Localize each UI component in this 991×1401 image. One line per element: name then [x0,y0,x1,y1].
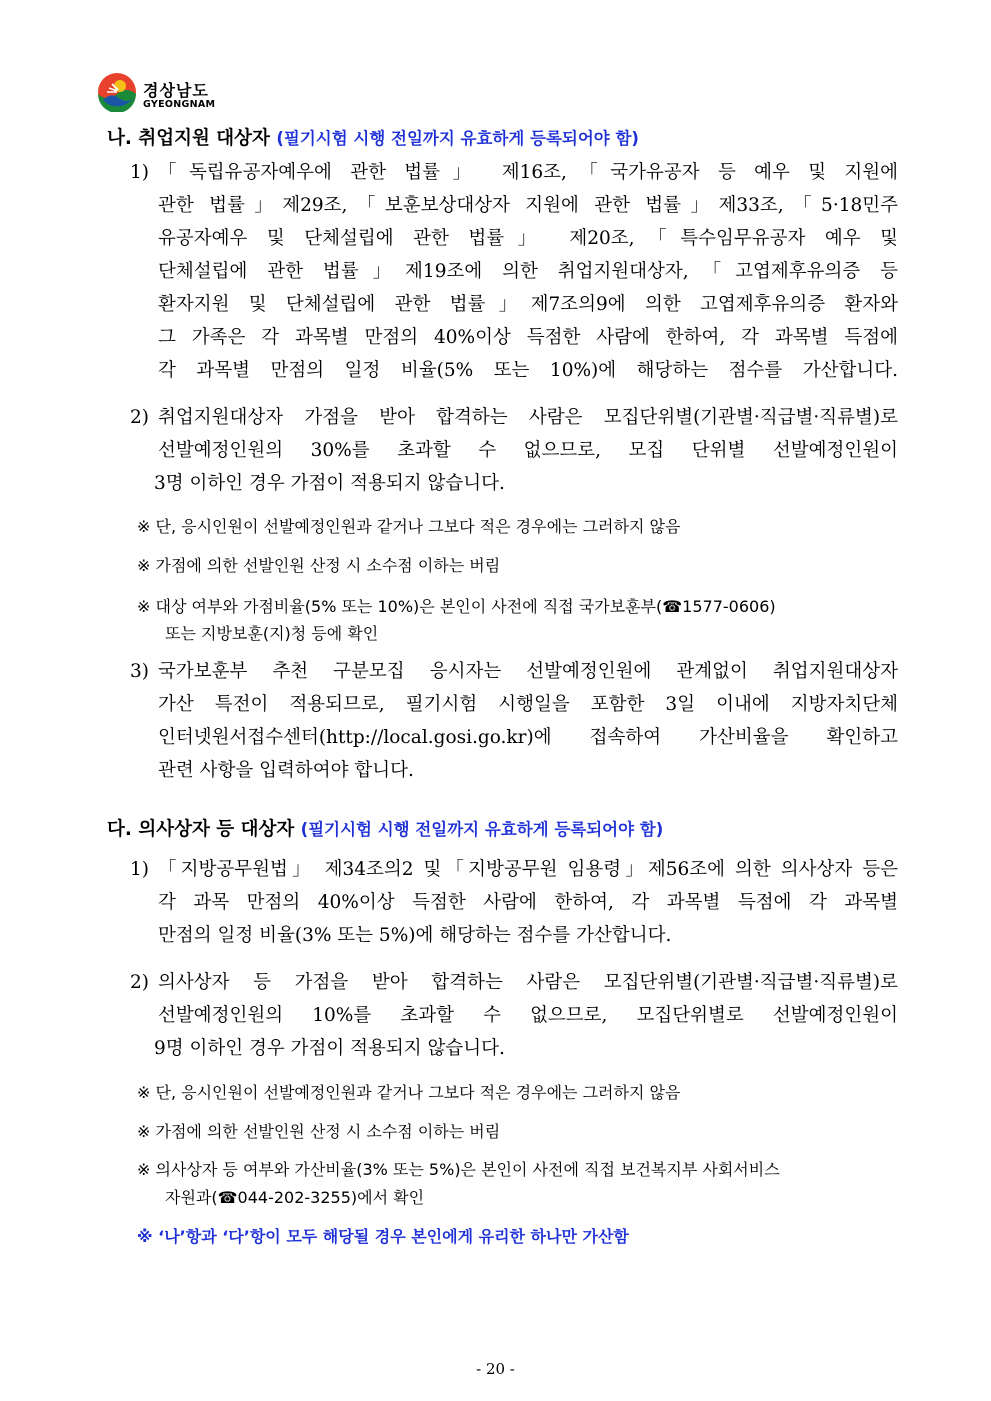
gyeongnam-emblem-icon [97,72,137,112]
item-line: 「독립유공자예우에 관한 법률」 제16조,「국가유공자 등 예우 및 지원에 [158,162,898,183]
gyeongnam-logo [97,72,237,118]
section-da-item-1 [130,853,898,952]
section-da-item-2 [130,966,898,1065]
item-line: 의사상자 등 가점을 받아 합격하는 사람은 모집단위별(기관별·직급별·직류별)로 [158,972,898,993]
item-line: 각 과목 만점의 40%이상 득점한 사람에 한하여, 각 과목별 득점에 각 과목별 [158,892,898,913]
section-na-note-1: ※ 단, 응시인원이 선발예정인원과 같거나 그보다 적은 경우에는 그러하지 않음 [137,517,681,536]
section-na-note-3: ※ 대상 여부와 가점비율(5% 또는 10%)은 본인이 사전에 직접 국가보훈부(☎1577-0606) [137,597,776,616]
section-na-item-2 [130,401,898,500]
section-na-note-3-continued: 또는 지방보훈(지)청 등에 확인 [165,624,379,643]
item-line: 그 가족은 각 과목별 만점의 40%이상 득점한 사람에 한하여, 각 과목별 득점에 [158,327,898,348]
item-line: 가산 특전이 적용되므로, 필기시험 시행일을 포함한 3일 이내에 지방자치단체 [158,694,898,715]
item-line: 국가보훈부 추천 구분모집 응시자는 선발예정인원에 관계없이 취업지원대상자 [158,661,898,682]
item-line: 취업지원대상자 가점을 받아 합격하는 사람은 모집단위별(기관별·직급별·직류별)로 [158,407,898,428]
section-da-note-1: ※ 단, 응시인원이 선발예정인원과 같거나 그보다 적은 경우에는 그러하지 않음 [137,1083,681,1102]
section-da-note-3: ※ 의사상자 등 여부와 가산비율(3% 또는 5%)은 본인이 사전에 직접 보건복지부 사회서비스 [137,1160,780,1179]
section-da-title: 다. 의사상자 등 대상자 [107,819,295,840]
item-number: 3) [130,661,149,682]
section-na-title: 나. 취업지원 대상자 [107,128,270,149]
item-line: 환자지원 및 단체설립에 관한 법률」제7조의9에 의한 고엽제후유의증 환자와 [158,294,898,315]
item-line: 3명 이하인 경우 가점이 적용되지 않습니다. [154,473,505,494]
section-da-note-3-continued: 자원과(☎044-202-3255)에서 확인 [165,1188,425,1207]
item-number: 1) [130,859,149,880]
section-na-note-2: ※ 가점에 의한 선발인원 산정 시 소수점 이하는 버림 [137,556,501,575]
item-line: 각 과목별 만점의 일정 비율(5% 또는 10%)에 해당하는 점수를 가산합니다. [158,360,898,381]
item-number: 2) [130,972,149,993]
item-line: 9명 이하인 경우 가점이 적용되지 않습니다. [154,1038,505,1059]
item-line: 만점의 일정 비율(3% 또는 5%)에 해당하는 점수를 가산합니다. [158,925,672,946]
section-da-heading [107,815,663,841]
section-na-item-3 [130,655,898,787]
item-number: 1) [130,162,149,183]
logo-text-english: GYEONGNAM [143,99,216,110]
item-line: 선발예정인원의 10%를 초과할 수 없으므로, 모집단위별로 선발예정인원이 [158,1005,898,1026]
item-line: 단체설립에 관한 법률」제19조에 의한 취업지원대상자,「고엽제후유의증 등 [158,261,898,282]
item-line: 유공자예우 및 단체설립에 관한 법률」 제20조,「특수임무유공자 예우 및 [158,228,898,249]
item-line: 관련 사항을 입력하여야 합니다. [158,760,414,781]
item-line: 인터넷원서접수센터(http://local.gosi.go.kr)에 접속하여 가산비율을 확인하고 [158,727,898,748]
section-na-note: (필기시험 시행 전일까지 유효하게 등록되어야 함) [276,129,639,148]
page-number: - 20 - [476,1360,515,1378]
section-da-final-note: ※ ‘나’항과 ‘다’항이 모두 해당될 경우 본인에게 유리한 하나만 가산함 [137,1227,629,1246]
section-na-item-1 [130,156,898,387]
item-line: 「지방공무원법」 제34조의2 및「지방공무원 임용령」제56조에 의한 의사상자 등은 [158,859,898,880]
section-na-heading [107,124,639,150]
item-number: 2) [130,407,149,428]
item-line: 관한 법률」제29조,「보훈보상대상자 지원에 관한 법률」제33조,「5·18민주 [158,195,898,216]
logo-text-korean: 경상남도 [143,81,209,100]
item-line: 선발예정인원의 30%를 초과할 수 없으므로, 모집 단위별 선발예정인원이 [158,440,898,461]
section-da-note-2: ※ 가점에 의한 선발인원 산정 시 소수점 이하는 버림 [137,1122,501,1141]
section-da-note: (필기시험 시행 전일까지 유효하게 등록되어야 함) [300,820,664,839]
